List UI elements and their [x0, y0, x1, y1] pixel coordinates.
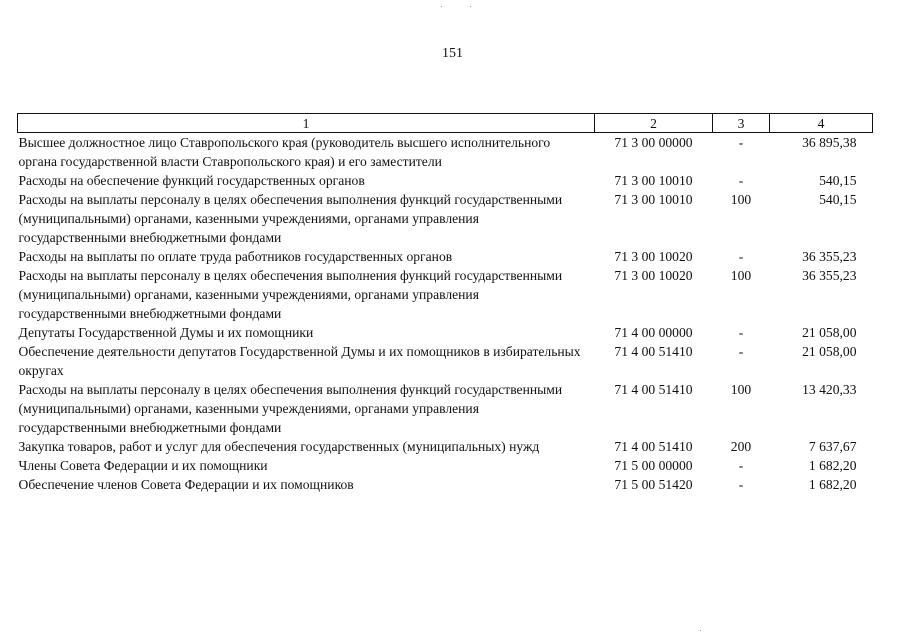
header-col-4: 4 — [770, 114, 873, 133]
row-code: 71 3 00 10020 — [614, 268, 693, 283]
header-col-2: 2 — [595, 114, 713, 133]
row-amount: 540,15 — [819, 192, 857, 207]
row-expense-type: 100 — [730, 268, 752, 283]
row-code: 71 5 00 51420 — [614, 477, 693, 492]
row-description: Обеспечение членов Совета Федерации и их помощников — [18, 477, 354, 492]
row-amount: 1 682,20 — [808, 477, 857, 492]
table-row — [18, 133, 873, 172]
row-amount: 1 682,20 — [808, 458, 857, 473]
row-code: 71 3 00 00000 — [614, 135, 693, 150]
table-row — [18, 171, 873, 190]
table-row — [18, 380, 873, 437]
table-row — [18, 323, 873, 342]
row-expense-type: 200 — [730, 439, 752, 454]
row-amount: 21 058,00 — [802, 325, 857, 340]
table-row — [18, 342, 873, 380]
row-expense-type: - — [738, 458, 744, 473]
row-code: 71 5 00 00000 — [614, 458, 693, 473]
row-amount: 21 058,00 — [802, 344, 857, 359]
budget-table — [17, 113, 873, 494]
row-amount: 36 895,38 — [802, 135, 857, 150]
row-expense-type: - — [738, 325, 744, 340]
row-expense-type: - — [738, 477, 744, 492]
row-expense-type: - — [738, 344, 744, 359]
row-code: 71 3 00 10020 — [614, 249, 693, 264]
header-col-1: 1 — [18, 114, 595, 133]
row-expense-type: 100 — [730, 382, 752, 397]
row-code: 71 4 00 51410 — [614, 439, 693, 454]
row-description: Расходы на выплаты персоналу в целях обеспечения выполнения функций государственными (муниципальными) органами, казенными учреждениями, органами управления государственными внебюджетными фондами — [18, 382, 563, 435]
row-description: Расходы на выплаты персоналу в целях обеспечения выполнения функций государственными (муниципальными) органами, казенными учреждениями, органами управления государственными внебюджетными фондами — [18, 192, 563, 245]
row-expense-type: 100 — [730, 192, 752, 207]
row-description: Расходы на выплаты персоналу в целях обеспечения выполнения функций государственными (муниципальными) органами, казенными учреждениями, органами управления государственными внебюджетными фондами — [18, 268, 563, 321]
row-description: Члены Совета Федерации и их помощники — [18, 458, 268, 473]
table-row — [18, 475, 873, 494]
table-row — [18, 456, 873, 475]
row-amount: 7 637,67 — [808, 439, 857, 454]
row-description: Обеспечение деятельности депутатов Государственной Думы и их помощников в избирательных округах — [18, 344, 581, 378]
row-description: Депутаты Государственной Думы и их помощники — [18, 325, 314, 340]
row-code: 71 4 00 51410 — [614, 382, 693, 397]
row-code: 71 4 00 00000 — [614, 325, 693, 340]
header-row — [18, 114, 873, 133]
row-expense-type: - — [738, 249, 744, 264]
row-description: Расходы на выплаты по оплате труда работников государственных органов — [18, 249, 453, 264]
row-description: Расходы на обеспечение функций государственных органов — [18, 173, 365, 188]
row-expense-type: - — [738, 173, 744, 188]
row-code: 71 3 00 10010 — [614, 173, 693, 188]
row-amount: 540,15 — [819, 173, 857, 188]
row-code: 71 4 00 51410 — [614, 344, 693, 359]
row-amount: 13 420,33 — [802, 382, 857, 397]
table-body — [18, 133, 873, 495]
table-row — [18, 437, 873, 456]
table-row — [18, 266, 873, 323]
page-number: 151 — [442, 46, 463, 61]
row-amount: 36 355,23 — [802, 249, 857, 264]
row-description: Закупка товаров, работ и услуг для обеспечения государственных (муниципальных) нужд — [18, 439, 540, 454]
scan-speck — [700, 630, 701, 631]
table-row — [18, 247, 873, 266]
row-expense-type: - — [738, 135, 744, 150]
row-code: 71 3 00 10010 — [614, 192, 693, 207]
row-amount: 36 355,23 — [802, 268, 857, 283]
scan-speck — [441, 6, 442, 7]
header-col-3: 3 — [713, 114, 770, 133]
table-row — [18, 190, 873, 247]
scan-speck — [470, 6, 471, 7]
table-header — [18, 114, 873, 133]
row-description: Высшее должностное лицо Ставропольского края (руководитель высшего исполнительного органа государственной власти Ставропольского края) и его заместители — [18, 135, 551, 169]
